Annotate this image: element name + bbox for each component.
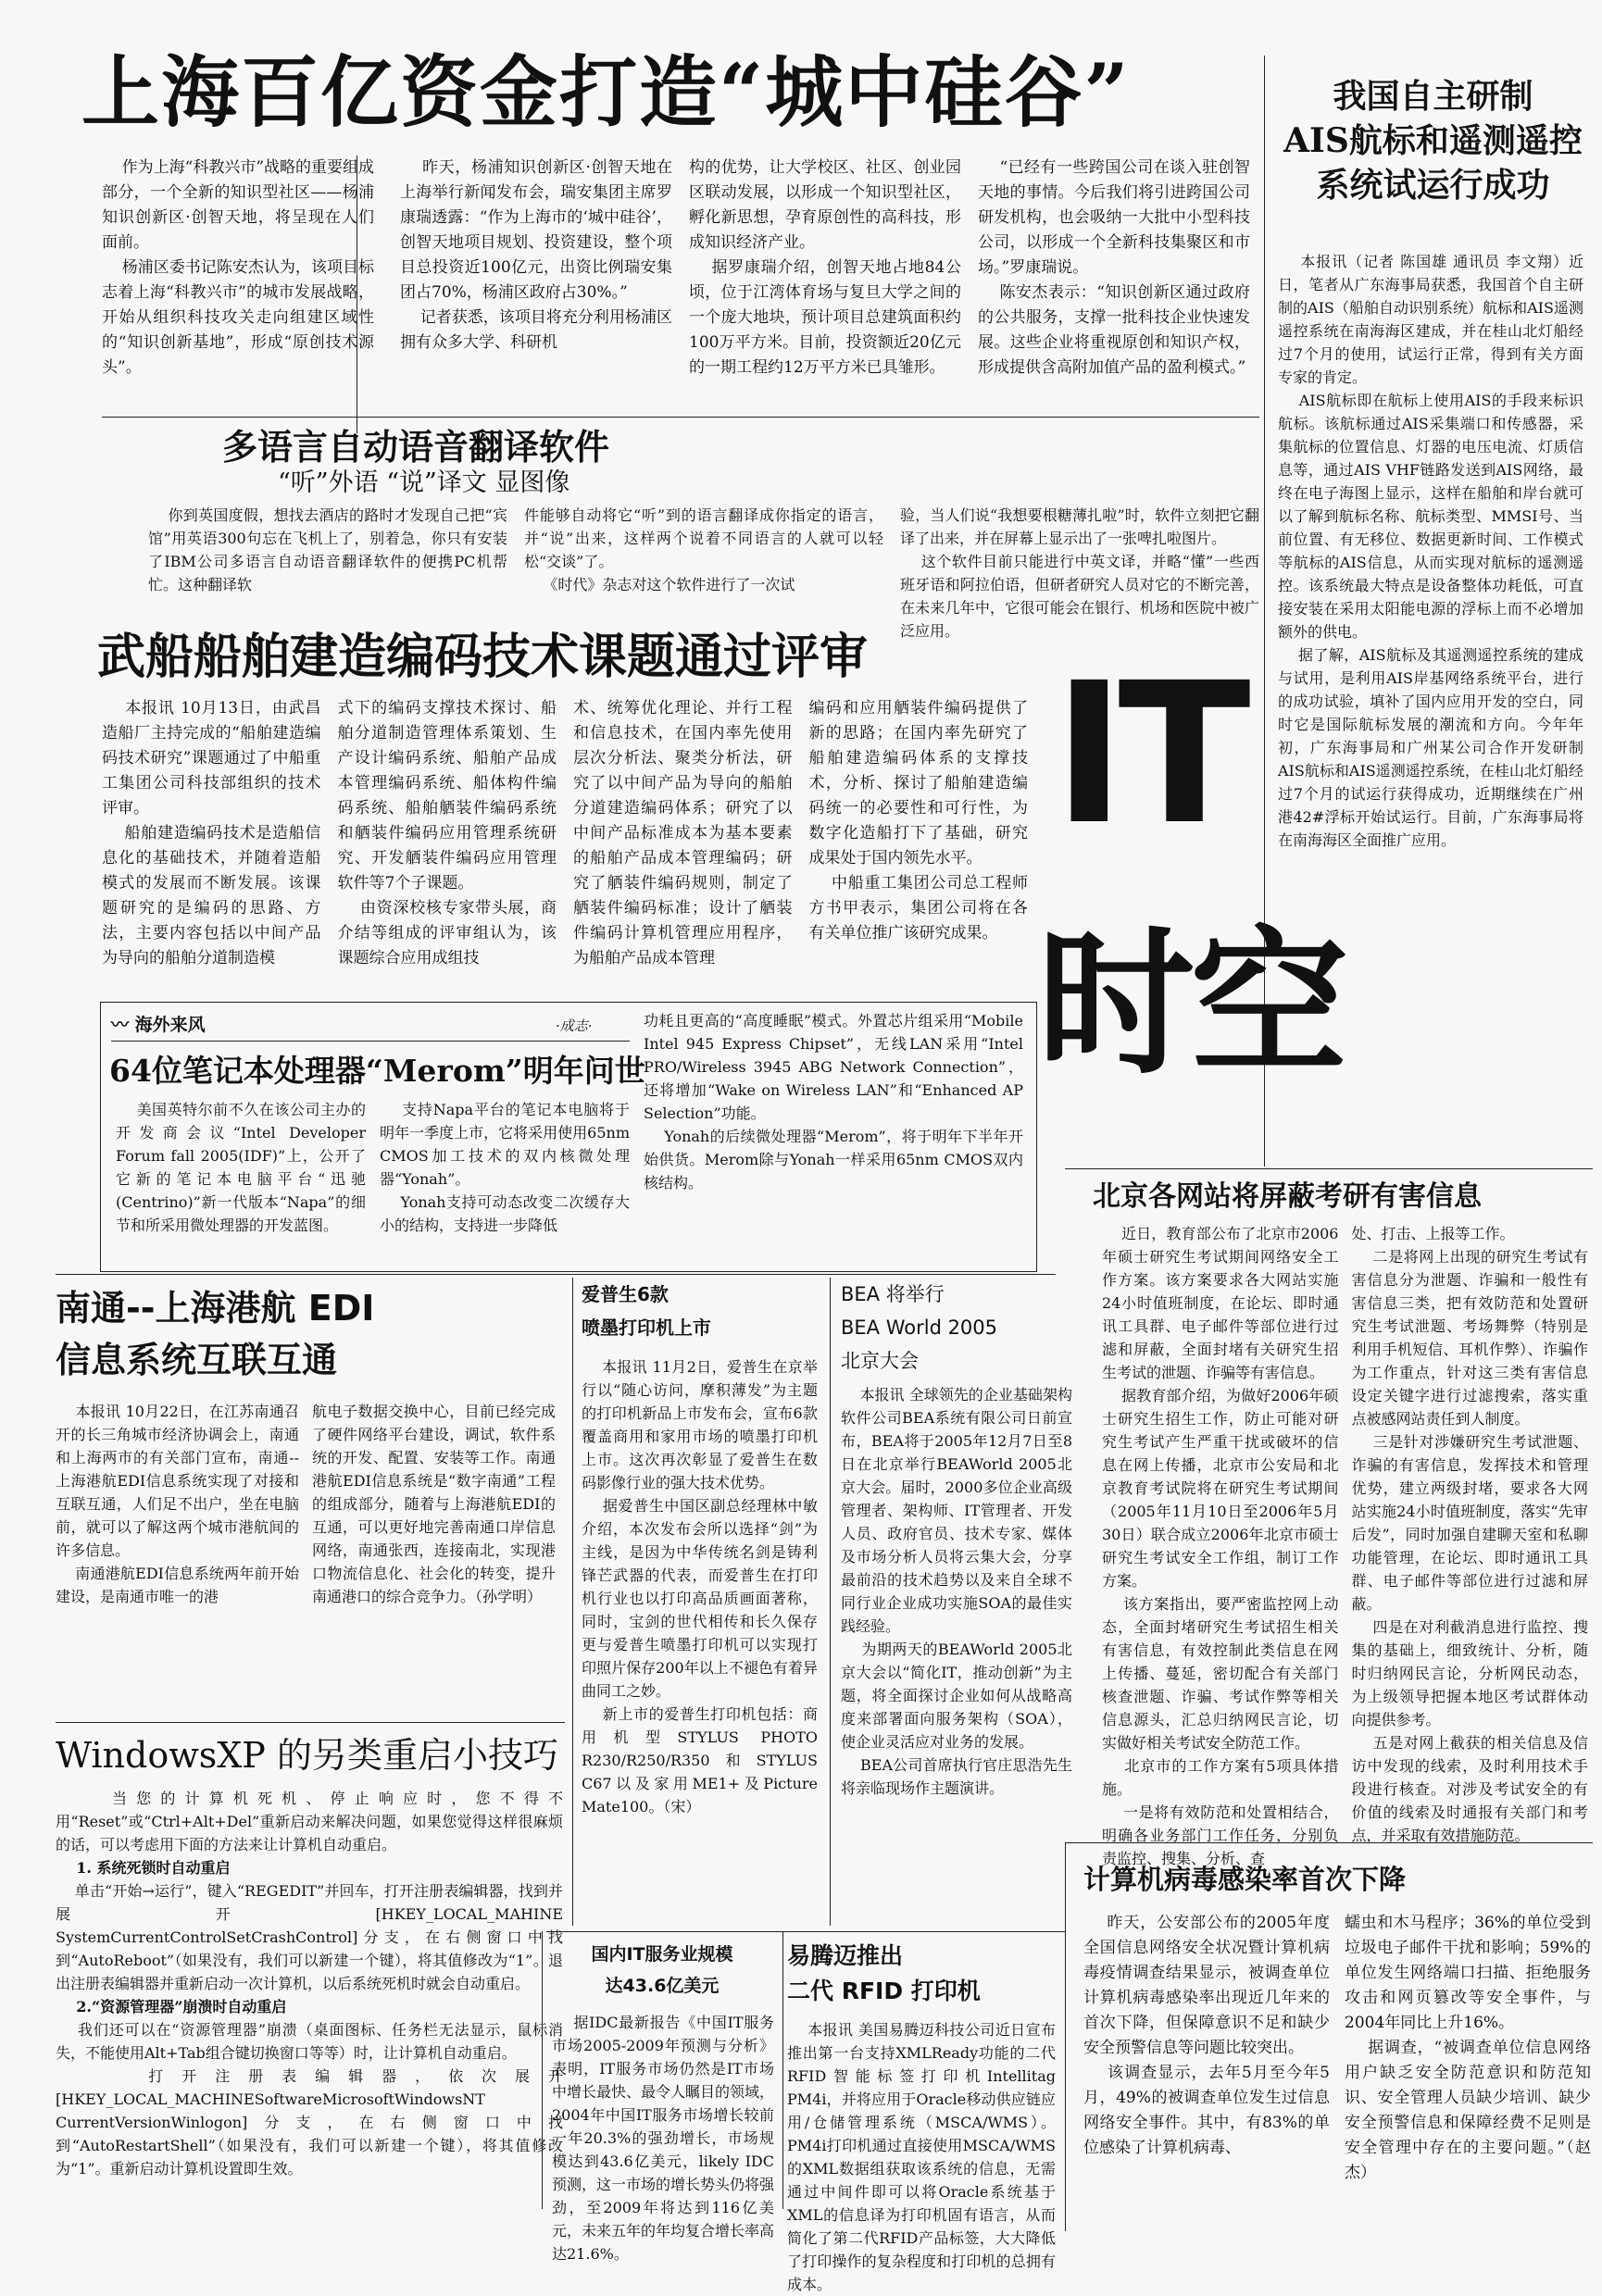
a9-left-divider [830,1278,831,1926]
a10-p1: 单击“开始→运行”，键入“REGEDIT”并回车，打开注册表编辑器，找到并展开[HKEY_LOCAL_MAHINE SystemCurrentControlSetCrashControl]分支，在右侧窗口中找到“AutoReboot”（如果没有，我们可以新建一个键），将其值修改为“1”。退出注册表编辑器并重新启动一次计算机，以后系统死机时就会自动重启。 [56,1882,569,1992]
a10-title: WindowsXP 的另类重启小技巧 [56,1735,558,1776]
a7-col2: 航电子数据交换中心，目前已经完成了硬件网络平台建设，调试，软件系统的开发、配置、安装等工作。南通港航EDI信息系统是“数字南通”工程的组成部分，随着与上海港航EDI的互通，可以更好地完善南通口岸信息网络，南通张西，连接南北，实现港口物流信息化、社会化的转变，提升南通港口的综合竞争力。（孙学明） [312,1403,556,1605]
a5-kicker-text: 海外来风 [134,1015,206,1035]
a5-col2: 支持Napa平台的笔记本电脑将于明年一季度上市，它将采用使用65nm CMOS加工技术的双内核微处理器“Yonah”。 Yonah支持可动态改变二次缓存大小的结构，支持进一步降低 [380,1101,631,1234]
a11-title: 国内IT服务业规模 达43.6亿美元 [591,1944,733,1996]
a5-tag: ·成志· [556,1017,593,1034]
a6-top-rule [1065,1168,1593,1169]
a13-top-rule [1065,1842,1593,1843]
a10-top-rule [56,1722,565,1723]
a5-kicker [111,1011,500,1039]
a5-col3: 功耗且更高的“高度睡眠”模式。外置芯片组采用“Mobile Intel 945 Express Chipset”，无线LAN采用“Intel PRO/Wireless 3945 ABG Network Connection”，还将增加“Wake on Wireless LAN”和“Enhanced AP Selection”功能。 Yonah的后续微处理器“Merom”，将于明年下半年开始供货。Merom除与Yonah一样采用65nm CMOS双内核结构。 [644,1012,1024,1192]
a4-col3: 术、统筹优化理论、并行工程和信息技术，在国内率先使用层次分析法、聚类分析法，研究了以中间产品为导向的船舶分道建造编码体系；研究了以中间产品标准成本为基本要素的船舶产品成本管理编码；研究了舾装件编码规则，制定了舾装件编码标准；设计了舾装件编码计算机管理应用程序，为船舶产品成本管理 [573,699,793,967]
a12-body: 本报讯 美国易腾迈科技公司近日宣布推出第一台支持XMLReady功能的二代RFID智能标签打印机Intellitag PM4i，并将应用于Oracle移动供应链应用/仓储管理系统（MSCA/WMS）。PM4i打印机通过直接使用MSCA/WMS的XML数据组获取该系统的信息，无需通过中间件即可以将Oracle系统基于XML的信息译为打印机固有语言，从而简化了第二代RFID产品标签，大大降低了打印操作的复杂程度和打印机的总拥有成本。 [787,2021,1061,2293]
a8-left-divider [572,1278,573,1926]
waves-icon: 〰 [111,1015,135,1035]
a4-col1: 本报讯 10月13日，由武昌造船厂主持完成的“船舶建造编码技术研究”课题通过了中船重工集团公司科技部组织的技术评审。 船舶建造编码技术是造船信息化的基础技术，并随着造船模式的发展而不断发展。该课题研究的是编码的思路、方法，主要内容包括以中间产品为导向的船舶分道制造模 [102,699,321,967]
a6-col2: 处、打击、上报等工作。 二是将网上出现的研究生考试有害信息分为泄题、诈骗和一般性有害信息三类，把有效防范和处置研究生考试泄题、考场舞弊（特别是利用手机短信、耳机作弊）、诈骗作为工作重点，针对这三类有害信息设定关键字进行过滤搜索，落实重点被感网站责任到人制度。 三是针对涉嫌研究生考试泄题、诈骗的有害信息，发挥技术和管理优势，建立两级封堵，要求各大网站实施24小时值班制度，落实“先审后发”，同时加强自建聊天室和私聊功能管理，在论坛、即时通讯工具群、电子邮件等部位进行过滤和屏蔽。 四是在对利截消息进行监控、搜集的基础上，细致统计、分析，随时归纳网民言论，分析网民动态，为上级领导把握本地区考试群体动向提供参考。 五是对网上截获的相关信息及信访中发现的线索，及时利用技术手段进行核查。对涉及考试安全的有价值的线索及时通报有关部门和考点，并采取有效措施防范。 [1351,1225,1588,1844]
a8-body: 本报讯 11月2日，爱普生在京举行以“随心访问，摩积薄发”为主题的打印机新品上市发布会，宣布6款覆盖商用和家用市场的喷墨打印机上市。这次再次彰显了爱普生在数码影像行业的强大技术优势。 据爱普生中国区副总经理林中敏介绍，本次发布会所以选择“剑”为主线，是因为中华传统名剑是铸利锋芒武器的代表，而爱普生在打印机行业也以打印高品质画面著称，同时，宝剑的世代相传和长久保存更与爱普生喷墨打印机可以实现打印照片保存200年以上不褪色有着异曲同工之妙。 新上市的爱普生打印机包括：商用机型STYLUS PHOTO R230/R250/R350和STYLUS C67以及家用ME1+及Picture Mate100。（宋） [582,1358,818,1816]
a13-body [1083,1911,1591,2230]
a6-col1: 近日，教育部公布了北京市2006年硕士研究生考试期间网络安全工作方案。该方案要求各大网站实施24小时值班制度，在论坛、即时通讯工具群、电子邮件等部位进行过滤和屏蔽，全面封堵有关研究生招生考试的泄题、诈骗等有害信息。 据教育部介绍，为做好2006年硕士研究生招生工作，防止可能对研究生考试产生严重干扰或破坏的信息在网上传播，北京市公安局和北京教育考试院将在研究生考试期间（2005年11月10日至2006年5月30日）联合成立2006年北京市硕士研究生考试安全工作组，制订工作方案。 该方案指出，要严密监控网上动态，全面封堵研究生考试招生相关有害信息，有效控制此类信息在网上传播、蔓延，密切配合有关部门核查泄题、诈骗、考试作弊等相关信息源头，汇总归纳网民言论，切实做好相关考试安全防范工作。 北京市的工作方案有5项具体措施。 一是将有效防范和处置相结合，明确各业务部门工作任务，分别负责监控、搜集、分析、查 [1102,1225,1339,1867]
a1-col4: “已经有一些跨国公司在谈入驻创智天地的事情。今后我们将引进跨国公司研发机构，也会吸纳一大批中小型科技公司，以形成一个全新科技集聚区和市场。”罗康瑞说。 陈安杰表示：“知识创新区通过政府的公共服务，支撑一批科技企业快速发展。这些企业将重视原创和知识产权，形成提供含高附加值产品的盈利模式。” [978,158,1250,377]
a11-top-rule [546,1931,1065,1932]
a7-title: 南通--上海港航 EDI 信息系统互联互通 [56,1288,375,1380]
a3-top-rule [102,417,1259,418]
a10-h1: 1. 系统死锁时自动重启 [56,1859,231,1877]
a4-body [102,696,1028,992]
a3-col1: 你到英国度假，想找去酒店的路时才发现自己把“宾馆”用英语300句忘在飞机上了，别着急，你只有安装了IBM公司多语言自动语音翻译软件的便携PC机帮忙。这种翻译软 [148,506,508,593]
a13-col2: 蠕虫和木马程序；36%的单位受到垃圾电子邮件干扰和影响；59%的单位发生网络端口扫描、拒绝服务攻击和网页篡改等安全事件，与2004年同比上升16%。 据调查，“被调查单位信息网络用户缺乏安全防范意识和防范知识、安全管理人员缺少培训、缺少安全预警信息和保障经费不足则是安全管理中存在的主要问题。”（赵杰） [1345,1914,1591,2182]
a10-intro: 当您的计算机死机、停止响应时，您不得不用“Reset”或“Ctrl+Alt+Del”重新启动来解决问题，如果您觉得这样很麻烦的话，可以考虑用下面的方法来让计算机自动重启。 [56,1790,563,1853]
a3-body [148,504,1259,640]
a13-col1: 昨天，公安部公布的2005年度全国信息网络安全状况暨计算机病毒疫情调查结果显示，被调查单位计算机病毒感染率出现近几年来的首次下降，但保障意识不足和缺少安全预警信息等问题比较突出。 该调查显示，去年5月至今年5月，49%的被调查单位发生过信息网络安全事件。其中，有83%的单位感染了计算机病毒、 [1083,1914,1331,2157]
a1-col1: 作为上海“科教兴市”战略的重要组成部分，一个全新的知识型社区——杨浦知识创新区·创智天地，将呈现在人们面前。 杨浦区委书记陈安杰认为，该项目标志着上海“科教兴市”的城市发展战略，开始从组织科技攻关走向组建区域性的“知识创新基地”，形成“原创技术源头”。 [102,158,375,377]
a1-body [102,156,1250,461]
a5-col1: 美国英特尔前不久在该公司主办的开发商会议“Intel Developer Forum fall 2005(IDF)”上，公开了它新的笔记本电脑平台“迅驰(Centrino)”新一代版本“Napa”的细节和所采用微处理器的开发蓝图。 [116,1101,371,1234]
a6-title: 北京各网站将屏蔽考研有害信息 [1093,1180,1482,1213]
a7-body [56,1400,556,1719]
a13-left-divider [1065,1842,1066,2231]
a7-top-rule [56,1274,1056,1275]
a10-body [56,1787,569,2222]
a11-body: 据IDC最新报告《中国IT服务市场2005-2009年预测与分析》表明，IT服务市场仍然是IT市场中增长最快、最令人瞩目的领域，2004年中国IT服务市场增长较前一年20.3%的强劲增长，市场规模达到43.6亿美元，likely IDC预测，这一市场的增长势头仍将强劲，至2009年将达到116亿美元，未来五年的年均复合增长率高达21.6%。 [552,2014,775,2263]
it-masthead-line2: 时空 [1037,913,1345,1096]
a3-subtitle: “听”外语 “说”译文 显图像 [278,468,570,497]
a4-title: 武船船舶建造编码技术课题通过评审 [97,629,869,685]
a7-col1: 本报讯 10月22日，在江苏南通召开的长三角城市经济协调会上，南通和上海两市的有关部门宣布，南通--上海港航EDI信息系统实现了对接和互联互通，人们足不出户，坐在电脑前，就可以了解这两个城市港航间的许多信息。 南通港航EDI信息系统两年前开始建设，是南通市唯一的港 [56,1403,299,1605]
a6-body [1102,1222,1588,1867]
a1-col3: 构的优势，让大学校区、社区、创业园区联动发展，以形成一个知识型社区，孵化新思想，孕育原创性的高科技，形成知识经济产业。 据罗康瑞介绍，创智天地占地84公顷，位于江湾体育场与复旦大学之间的一个庞大地块，预计项目总建筑面积约100万平方米。目前，投资额近20亿元的一期工程约12万平方米已具雏形。 [689,158,961,377]
a4-col2: 式下的编码支撑技术探讨、船舶分道制造管理体系策划、生产设计编码系统、船舶产品成本管理编码系统、船体构件编码系统、船舶舾装件编码系统和舾装件编码应用管理系统研究、开发舾装件编码应用管理软件等7个子课题。 由资深校核专家带头展，商介结等组成的评审组认为，该课题综合应用成组技 [337,699,557,967]
a9-title: BEA 将举行 BEA World 2005 北京大会 [841,1283,998,1372]
a3-col2: 件能够自动将它“听”到的语言翻译成你指定的语言，并“说”出来，这样两个说着不同语言的人就可以轻松“交谈”了。 《时代》杂志对这个软件进行了一次试 [524,506,883,593]
a3-col3: 验，当人们说“我想要根糖薄扎啦”时，软件立刻把它翻译了出来，并在屏幕上显示出了一张啤扎啦图片。 这个软件目前只能进行中英文译，并略“懂”一些西班牙语和阿拉伯语，但研者研究人员对它的不断完善，在未来几年中，它很可能会在银行、机场和医院中被广泛应用。 [900,506,1259,640]
a12-left-divider [782,1931,783,2209]
a10-h2: 2.“资源管理器”崩溃时自动重启 [56,1998,287,2015]
a9-body: 本报讯 全球领先的企业基础架构软件公司BEA系统有限公司日前宣布，BEA将于2005年12月7日至8日在北京举行BEAWorld 2005北京大会。届时，2000多位企业高级管理者、架构师、IT管理者、开发人员、政府官员、技术专家、媒体及市场分析人员将云集大会，分享最前沿的技术趋势以及来自全球不同行业企业成功实施SOA的最佳实践经验。 为期两天的BEAWorld 2005北京大会以“简化IT，推动创新”为主题，将全面探讨企业如何从战略高度来部署面向服务架构（SOA），使企业灵活应对业务的发展。 BEA公司首席执行官庄思浩先生将亲临现场作主题演讲。 [841,1386,1073,1797]
a2-title: 我国自主研制 AIS航标和遥测遥控 系统试运行成功 [1283,77,1583,205]
a10-p2: 我们还可以在“资源管理器”崩溃（桌面图标、任务栏无法显示，鼠标消失，不能使用Alt+Tab组合键切换窗口等等）时，让计算机自动重启。 打开注册表编辑器，依次展开[HKEY_LOCAL_MACHINESoftwareMicrosoftWindowsNT CurrentVersionWinlogon]分支，在右侧窗口中找到“AutoRestartShell”（如果没有，我们可以新建一个键），将其值修改为“1”。重新启动计算机设置即生效。 [56,2021,563,2177]
a3-title: 多语言自动语音翻译软件 [222,426,610,468]
a11-left-divider [542,1931,543,2209]
a13-title: 计算机病毒感染率首次下降 [1083,1864,1407,1895]
a5-title: 64位笔记本处理器“Merom”明年问世 [109,1053,645,1089]
a2-body: 本报讯（记者 陈国雄 通讯员 李文翔）近日，笔者从广东海事局获悉，我国首个自主研制的AIS（船舶自动识别系统）航标和AIS遥测遥控系统在南海海区建成，并在桂山北灯船经过7个月的使用，试运行正常，得到有关方面专家的肯定。 AIS航标即在航标上使用AIS的手段来标识航标。该航标通过AIS采集端口和传感器，采集航标的位置信息、灯器的电压电流、灯质信息等，通过AIS VHF链路发送到AIS网络，最终在电子海图上显示，这样在船舶和岸台就可以了解到航标名称、航标类型、MMSI号、当前位置、有无移位、数据更新时间、工作模式等航标的AIS信息，从而实现对航标的遥测遥控。该系统最大特点是设备整体功耗低，可直接安装在采用太阳能电源的浮标上而不必增加额外的供电。 据了解，AIS航标及其遥测遥控系统的建成与试用，是利用AIS岸基网络系统平台，进行的成功试验，填补了国内应用开发的空白，同时它是国际航标发展的潮流和方向。今年年初，广东海事局和广州某公司合作开发研制AIS航标和AIS遥测遥控系统，在桂山北灯船经过7个月的试运行获得成功，近期继续在广州港42#浮标开始试运行。目前，广东海事局将在南海海区全面推广应用。 [1278,253,1584,849]
a8-title: 爱普生6款 喷墨打印机上市 [582,1283,711,1339]
a5-kicker-rule [111,1041,630,1042]
a1-col2: 昨天，杨浦知识创新区·创智天地在上海举行新闻发布会，瑞安集团主席罗康瑞透露：“作为上海市的‘城中硅谷’，创智天地项目规划、投资建设，整个项目总投资近100亿元，出资比例瑞安集团占70%，杨浦区政府占30%。” 记者获悉，该项目将充分利用杨浦区拥有众多大学、科研机 [400,158,672,352]
a1-title: 上海百亿资金打造“城中硅谷” [81,46,1131,138]
it-masthead-line1: IT [1053,641,1244,867]
a4-col4: 编码和应用舾装件编码提供了新的思路；在国内率先研究了船舶建造编码体系的支撑技术，分析、探讨了船舶建造编码统一的必要性和可行性，为数字化造船打下了基础，研究成果处于国内领先水平。 中船重工集团公司总工程师方书甲表示，集团公司将在各有关单位推广该研究成果。 [808,699,1028,942]
a12-title: 易腾迈推出 二代 RFID 打印机 [787,1942,981,2004]
